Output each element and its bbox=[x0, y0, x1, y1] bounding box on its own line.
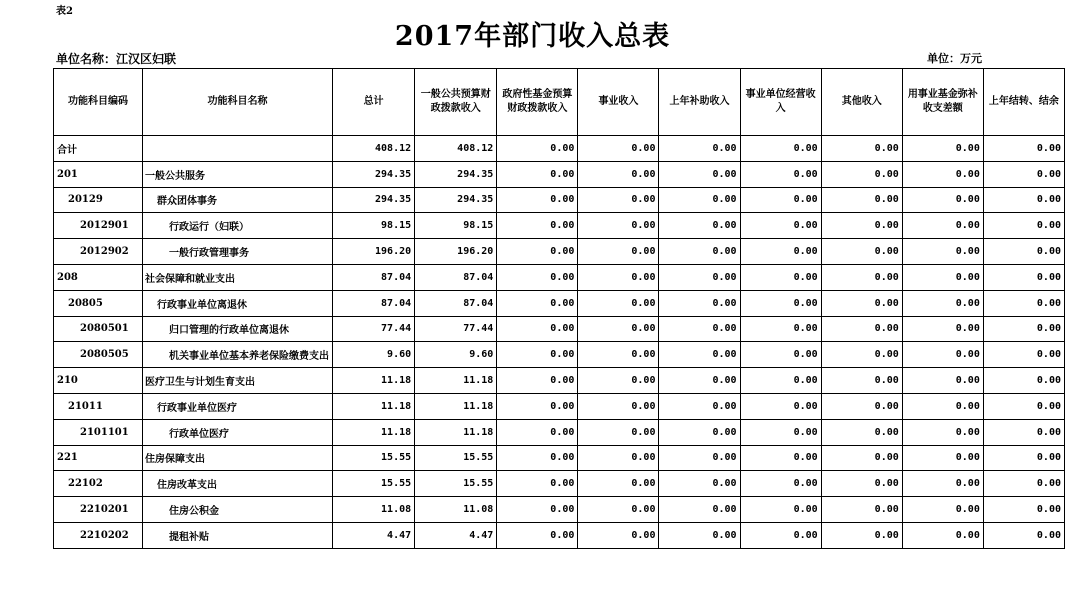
row-value: 0.00 bbox=[497, 368, 578, 394]
row-value: 9.60 bbox=[415, 342, 497, 368]
row-value: 0.00 bbox=[578, 136, 659, 162]
currency-unit-label: 单位：万元 bbox=[927, 52, 982, 65]
table-row bbox=[54, 316, 1065, 342]
row-value: 0.00 bbox=[983, 239, 1064, 265]
row-value: 0.00 bbox=[983, 213, 1064, 239]
row-value: 0.00 bbox=[578, 290, 659, 316]
column-header: 其他收入 bbox=[821, 69, 902, 136]
row-value: 0.00 bbox=[659, 161, 740, 187]
row-value: 0.00 bbox=[659, 471, 740, 497]
row-value: 11.18 bbox=[332, 393, 414, 419]
table-row bbox=[54, 393, 1065, 419]
table-row bbox=[54, 161, 1065, 187]
row-value: 0.00 bbox=[659, 213, 740, 239]
table-row bbox=[54, 522, 1065, 548]
table-row bbox=[54, 471, 1065, 497]
row-value: 0.00 bbox=[497, 497, 578, 523]
row-value: 0.00 bbox=[740, 161, 821, 187]
row-name bbox=[142, 136, 332, 162]
row-value: 0.00 bbox=[821, 522, 902, 548]
row-value: 0.00 bbox=[983, 342, 1064, 368]
row-value: 0.00 bbox=[740, 342, 821, 368]
row-value: 0.00 bbox=[983, 264, 1064, 290]
row-value: 196.20 bbox=[415, 239, 497, 265]
unit-name-label: 单位名称：江汉区妇联 bbox=[56, 52, 177, 66]
row-value: 0.00 bbox=[740, 187, 821, 213]
row-value: 0.00 bbox=[497, 290, 578, 316]
row-value: 0.00 bbox=[578, 497, 659, 523]
column-header: 事业收入 bbox=[578, 69, 659, 136]
row-value: 0.00 bbox=[902, 497, 983, 523]
row-value: 11.08 bbox=[332, 497, 414, 523]
table-row bbox=[54, 497, 1065, 523]
row-value: 0.00 bbox=[659, 264, 740, 290]
row-value: 0.00 bbox=[740, 497, 821, 523]
row-code: 2080505 bbox=[54, 342, 143, 368]
row-value: 0.00 bbox=[659, 136, 740, 162]
row-value: 0.00 bbox=[740, 290, 821, 316]
row-value: 0.00 bbox=[821, 342, 902, 368]
row-value: 0.00 bbox=[902, 161, 983, 187]
row-value: 0.00 bbox=[578, 471, 659, 497]
row-value: 0.00 bbox=[740, 368, 821, 394]
row-value: 0.00 bbox=[578, 445, 659, 471]
column-header: 总计 bbox=[332, 69, 414, 136]
row-value: 0.00 bbox=[983, 497, 1064, 523]
row-value: 0.00 bbox=[578, 393, 659, 419]
row-value: 0.00 bbox=[578, 264, 659, 290]
row-name: 提租补贴 bbox=[142, 522, 332, 548]
row-name: 行政运行（妇联） bbox=[142, 213, 332, 239]
row-value: 0.00 bbox=[740, 136, 821, 162]
row-value: 0.00 bbox=[578, 213, 659, 239]
income-table bbox=[53, 68, 1065, 549]
row-name: 一般公共服务 bbox=[142, 161, 332, 187]
row-code: 201 bbox=[54, 161, 143, 187]
table-row bbox=[54, 187, 1065, 213]
row-value: 11.08 bbox=[415, 497, 497, 523]
row-code: 合计 bbox=[54, 136, 143, 162]
row-name: 医疗卫生与计划生育支出 bbox=[142, 368, 332, 394]
row-code: 2012901 bbox=[54, 213, 143, 239]
column-header: 上年结转、结余 bbox=[983, 69, 1064, 136]
row-value: 11.18 bbox=[415, 419, 497, 445]
row-value: 87.04 bbox=[332, 290, 414, 316]
row-value: 77.44 bbox=[332, 316, 414, 342]
row-value: 0.00 bbox=[497, 419, 578, 445]
row-name: 住房公积金 bbox=[142, 497, 332, 523]
row-value: 0.00 bbox=[983, 522, 1064, 548]
table-row bbox=[54, 368, 1065, 394]
column-header: 事业单位经营收入 bbox=[740, 69, 821, 136]
row-value: 0.00 bbox=[983, 393, 1064, 419]
row-value: 15.55 bbox=[415, 445, 497, 471]
row-value: 11.18 bbox=[332, 419, 414, 445]
row-value: 98.15 bbox=[415, 213, 497, 239]
row-value: 0.00 bbox=[578, 316, 659, 342]
row-value: 0.00 bbox=[659, 239, 740, 265]
table-row bbox=[54, 445, 1065, 471]
row-value: 0.00 bbox=[902, 316, 983, 342]
row-value: 87.04 bbox=[415, 290, 497, 316]
row-value: 0.00 bbox=[821, 419, 902, 445]
row-value: 0.00 bbox=[902, 419, 983, 445]
table-row bbox=[54, 419, 1065, 445]
column-header: 政府性基金预算财政拨款收入 bbox=[497, 69, 578, 136]
row-value: 87.04 bbox=[415, 264, 497, 290]
row-value: 0.00 bbox=[983, 368, 1064, 394]
row-value: 0.00 bbox=[740, 393, 821, 419]
row-value: 0.00 bbox=[983, 471, 1064, 497]
row-value: 0.00 bbox=[983, 290, 1064, 316]
row-value: 0.00 bbox=[659, 342, 740, 368]
row-name: 社会保障和就业支出 bbox=[142, 264, 332, 290]
row-value: 0.00 bbox=[497, 393, 578, 419]
row-value: 408.12 bbox=[415, 136, 497, 162]
row-code: 2080501 bbox=[54, 316, 143, 342]
row-value: 0.00 bbox=[983, 161, 1064, 187]
row-value: 0.00 bbox=[740, 445, 821, 471]
row-value: 11.18 bbox=[415, 368, 497, 394]
table-row bbox=[54, 290, 1065, 316]
row-name: 归口管理的行政单位离退休 bbox=[142, 316, 332, 342]
row-value: 0.00 bbox=[578, 239, 659, 265]
table-row bbox=[54, 239, 1065, 265]
row-value: 0.00 bbox=[497, 445, 578, 471]
row-value: 0.00 bbox=[497, 316, 578, 342]
table-row bbox=[54, 136, 1065, 162]
column-header: 用事业基金弥补收支差额 bbox=[902, 69, 983, 136]
row-value: 0.00 bbox=[902, 393, 983, 419]
row-value: 0.00 bbox=[659, 368, 740, 394]
row-value: 294.35 bbox=[415, 161, 497, 187]
row-value: 0.00 bbox=[902, 136, 983, 162]
row-code: 22102 bbox=[54, 471, 143, 497]
row-value: 0.00 bbox=[983, 316, 1064, 342]
row-value: 0.00 bbox=[821, 136, 902, 162]
row-code: 221 bbox=[54, 445, 143, 471]
row-value: 15.55 bbox=[415, 471, 497, 497]
row-value: 0.00 bbox=[497, 264, 578, 290]
column-header: 上年补助收入 bbox=[659, 69, 740, 136]
row-value: 294.35 bbox=[332, 187, 414, 213]
table-row bbox=[54, 342, 1065, 368]
row-value: 0.00 bbox=[740, 213, 821, 239]
row-name: 行政事业单位医疗 bbox=[142, 393, 332, 419]
row-code: 20129 bbox=[54, 187, 143, 213]
row-value: 0.00 bbox=[659, 419, 740, 445]
row-value: 0.00 bbox=[497, 239, 578, 265]
row-value: 0.00 bbox=[740, 239, 821, 265]
row-name: 住房改革支出 bbox=[142, 471, 332, 497]
row-value: 0.00 bbox=[740, 522, 821, 548]
column-header: 功能科目编码 bbox=[54, 69, 143, 136]
column-header: 功能科目名称 bbox=[142, 69, 332, 136]
row-code: 21011 bbox=[54, 393, 143, 419]
row-value: 77.44 bbox=[415, 316, 497, 342]
row-value: 0.00 bbox=[740, 471, 821, 497]
row-code: 210 bbox=[54, 368, 143, 394]
row-value: 0.00 bbox=[578, 342, 659, 368]
row-value: 87.04 bbox=[332, 264, 414, 290]
row-value: 0.00 bbox=[902, 368, 983, 394]
row-value: 0.00 bbox=[821, 161, 902, 187]
row-value: 15.55 bbox=[332, 445, 414, 471]
row-value: 0.00 bbox=[902, 471, 983, 497]
row-value: 0.00 bbox=[821, 368, 902, 394]
row-value: 0.00 bbox=[821, 187, 902, 213]
row-value: 9.60 bbox=[332, 342, 414, 368]
row-value: 0.00 bbox=[740, 419, 821, 445]
row-value: 0.00 bbox=[983, 136, 1064, 162]
row-name: 住房保障支出 bbox=[142, 445, 332, 471]
row-value: 0.00 bbox=[497, 522, 578, 548]
row-name: 机关事业单位基本养老保险缴费支出 bbox=[142, 342, 332, 368]
row-value: 294.35 bbox=[415, 187, 497, 213]
row-value: 0.00 bbox=[578, 522, 659, 548]
row-value: 0.00 bbox=[578, 161, 659, 187]
row-value: 408.12 bbox=[332, 136, 414, 162]
row-value: 0.00 bbox=[497, 213, 578, 239]
row-name: 群众团体事务 bbox=[142, 187, 332, 213]
row-value: 0.00 bbox=[902, 445, 983, 471]
row-value: 11.18 bbox=[332, 368, 414, 394]
column-header: 一般公共预算财政拨款收入 bbox=[415, 69, 497, 136]
table-header-row bbox=[54, 69, 1065, 136]
table-number-label: 表2 bbox=[56, 6, 73, 17]
row-value: 0.00 bbox=[902, 522, 983, 548]
row-value: 0.00 bbox=[902, 187, 983, 213]
row-value: 0.00 bbox=[821, 316, 902, 342]
row-value: 0.00 bbox=[497, 187, 578, 213]
row-value: 0.00 bbox=[740, 264, 821, 290]
row-code: 2210201 bbox=[54, 497, 143, 523]
row-code: 208 bbox=[54, 264, 143, 290]
row-name: 行政事业单位离退休 bbox=[142, 290, 332, 316]
row-value: 0.00 bbox=[578, 419, 659, 445]
row-value: 0.00 bbox=[902, 264, 983, 290]
row-name: 行政单位医疗 bbox=[142, 419, 332, 445]
row-value: 0.00 bbox=[497, 471, 578, 497]
row-value: 0.00 bbox=[983, 187, 1064, 213]
table-row bbox=[54, 213, 1065, 239]
row-value: 196.20 bbox=[332, 239, 414, 265]
row-code: 20805 bbox=[54, 290, 143, 316]
row-value: 0.00 bbox=[659, 290, 740, 316]
row-value: 0.00 bbox=[740, 316, 821, 342]
row-value: 0.00 bbox=[902, 213, 983, 239]
row-code: 2101101 bbox=[54, 419, 143, 445]
row-value: 98.15 bbox=[332, 213, 414, 239]
row-value: 0.00 bbox=[497, 342, 578, 368]
row-value: 0.00 bbox=[821, 393, 902, 419]
row-value: 4.47 bbox=[332, 522, 414, 548]
row-value: 0.00 bbox=[659, 445, 740, 471]
row-value: 0.00 bbox=[578, 187, 659, 213]
row-value: 0.00 bbox=[497, 161, 578, 187]
row-value: 0.00 bbox=[659, 522, 740, 548]
table-row bbox=[54, 264, 1065, 290]
row-value: 4.47 bbox=[415, 522, 497, 548]
row-code: 2210202 bbox=[54, 522, 143, 548]
row-value: 0.00 bbox=[902, 239, 983, 265]
row-value: 0.00 bbox=[902, 290, 983, 316]
row-value: 0.00 bbox=[821, 239, 902, 265]
row-name: 一般行政管理事务 bbox=[142, 239, 332, 265]
row-value: 0.00 bbox=[821, 445, 902, 471]
row-value: 0.00 bbox=[821, 497, 902, 523]
row-value: 0.00 bbox=[578, 368, 659, 394]
row-value: 0.00 bbox=[497, 136, 578, 162]
row-value: 11.18 bbox=[415, 393, 497, 419]
row-value: 0.00 bbox=[659, 497, 740, 523]
row-value: 0.00 bbox=[659, 187, 740, 213]
row-value: 0.00 bbox=[659, 316, 740, 342]
row-value: 0.00 bbox=[659, 393, 740, 419]
row-value: 0.00 bbox=[821, 471, 902, 497]
row-value: 0.00 bbox=[983, 419, 1064, 445]
row-value: 15.55 bbox=[332, 471, 414, 497]
row-value: 0.00 bbox=[821, 213, 902, 239]
row-value: 0.00 bbox=[821, 264, 902, 290]
row-code: 2012902 bbox=[54, 239, 143, 265]
row-value: 294.35 bbox=[332, 161, 414, 187]
page-title: 2017年部门收入总表 bbox=[394, 21, 671, 52]
row-value: 0.00 bbox=[821, 290, 902, 316]
row-value: 0.00 bbox=[983, 445, 1064, 471]
row-value: 0.00 bbox=[902, 342, 983, 368]
